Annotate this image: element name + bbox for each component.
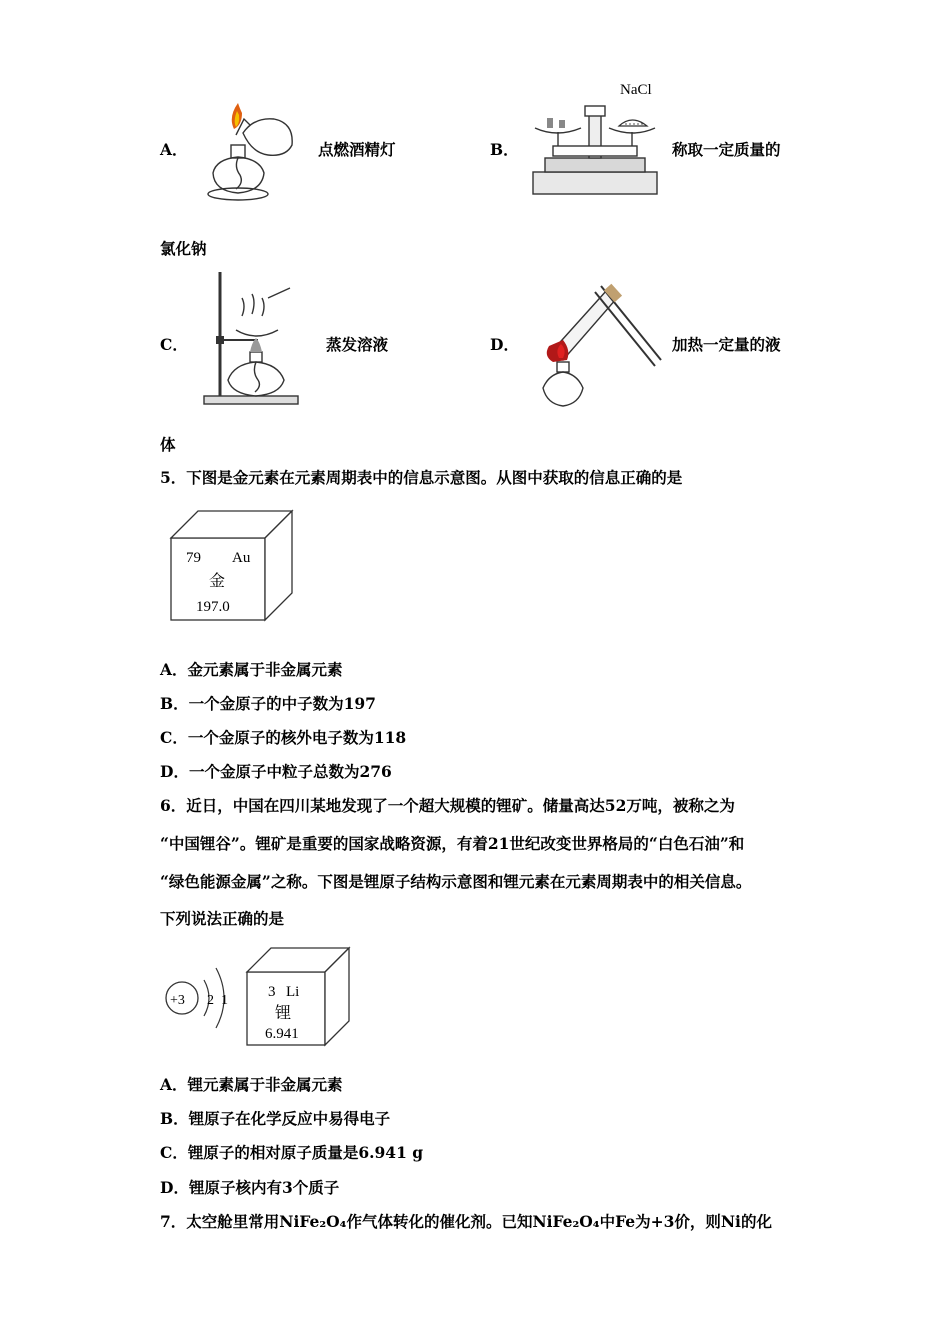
q6-option-c: C．锂原子的相对原子质量是6.941 g xyxy=(160,1143,424,1162)
q6-option-d: D．锂原子核内有3个质子 xyxy=(160,1178,340,1197)
li-symbol: Li xyxy=(286,984,300,1000)
option-b-letter: B． xyxy=(490,140,519,159)
gold-symbol: Au xyxy=(232,550,251,566)
option-d-letter: D． xyxy=(490,335,519,354)
lithium-atom-structure-diagram xyxy=(162,960,234,1040)
li-shell-2-electrons: 1 xyxy=(221,993,228,1008)
q6-option-a: A．锂元素属于非金属元素 xyxy=(160,1075,343,1094)
nacl-label: NaCl xyxy=(620,82,652,98)
q5-stem: 5．下图是金元素在元素周期表中的信息示意图。从图中获取的信息正确的是 xyxy=(160,468,683,487)
q6-option-b: B．锂原子在化学反应中易得电子 xyxy=(160,1109,391,1128)
q7-stem: 7．太空舱里常用NiFe₂O₄作气体转化的催化剂。已知NiFe₂O₄中Fe为+3价，则Ni的化 xyxy=(160,1212,772,1231)
gold-atomic-number: 79 xyxy=(186,550,201,566)
gold-name: 金 xyxy=(209,573,226,590)
option-a-text: 点燃酒精灯 xyxy=(318,140,396,159)
li-shell-1-electrons: 2 xyxy=(207,993,214,1008)
option-b-text-continued: 氯化钠 xyxy=(160,239,207,258)
lithium-element-card xyxy=(244,945,354,1049)
q6-stem-line-3: “绿色能源金属”之称。下图是锂原子结构示意图和锂元素在元素周期表中的相关信息。 xyxy=(160,872,752,891)
q5-option-d: D．一个金原子中粒子总数为276 xyxy=(160,762,392,781)
li-atomic-number: 3 xyxy=(268,984,276,1000)
evaporating-solution-figure xyxy=(200,268,304,408)
q5-option-c: C．一个金原子的核外电子数为118 xyxy=(160,728,407,747)
gold-atomic-mass: 197.0 xyxy=(196,599,230,615)
li-name: 锂 xyxy=(275,1005,292,1022)
q6-stem-line-4: 下列说法正确的是 xyxy=(160,909,285,928)
option-c-letter: C． xyxy=(160,335,188,354)
lighting-alcohol-lamp-figure xyxy=(198,95,298,207)
option-d-text: 加热一定量的液 xyxy=(672,335,781,354)
option-c-text: 蒸发溶液 xyxy=(326,335,389,354)
balance-scale-figure xyxy=(525,76,665,198)
q6-stem-line-2: “中国锂谷”。锂矿是重要的国家战略资源，有着21世纪改变世界格局的“白色石油”和 xyxy=(160,834,745,853)
option-d-text-continued: 体 xyxy=(160,435,176,454)
q5-option-a: A．金元素属于非金属元素 xyxy=(160,660,343,679)
li-atomic-mass: 6.941 xyxy=(265,1026,299,1042)
option-b-text: 称取一定质量的 xyxy=(672,140,781,159)
option-a-letter: A． xyxy=(160,140,188,159)
q6-stem-line-1: 6．近日，中国在四川某地发现了一个超大规模的锂矿。储量高达52万吨，被称之为 xyxy=(160,796,735,815)
li-nucleus-charge: +3 xyxy=(170,993,185,1008)
heating-liquid-figure xyxy=(523,280,665,412)
gold-element-card xyxy=(168,508,296,624)
q5-option-b: B．一个金原子的中子数为197 xyxy=(160,694,376,713)
